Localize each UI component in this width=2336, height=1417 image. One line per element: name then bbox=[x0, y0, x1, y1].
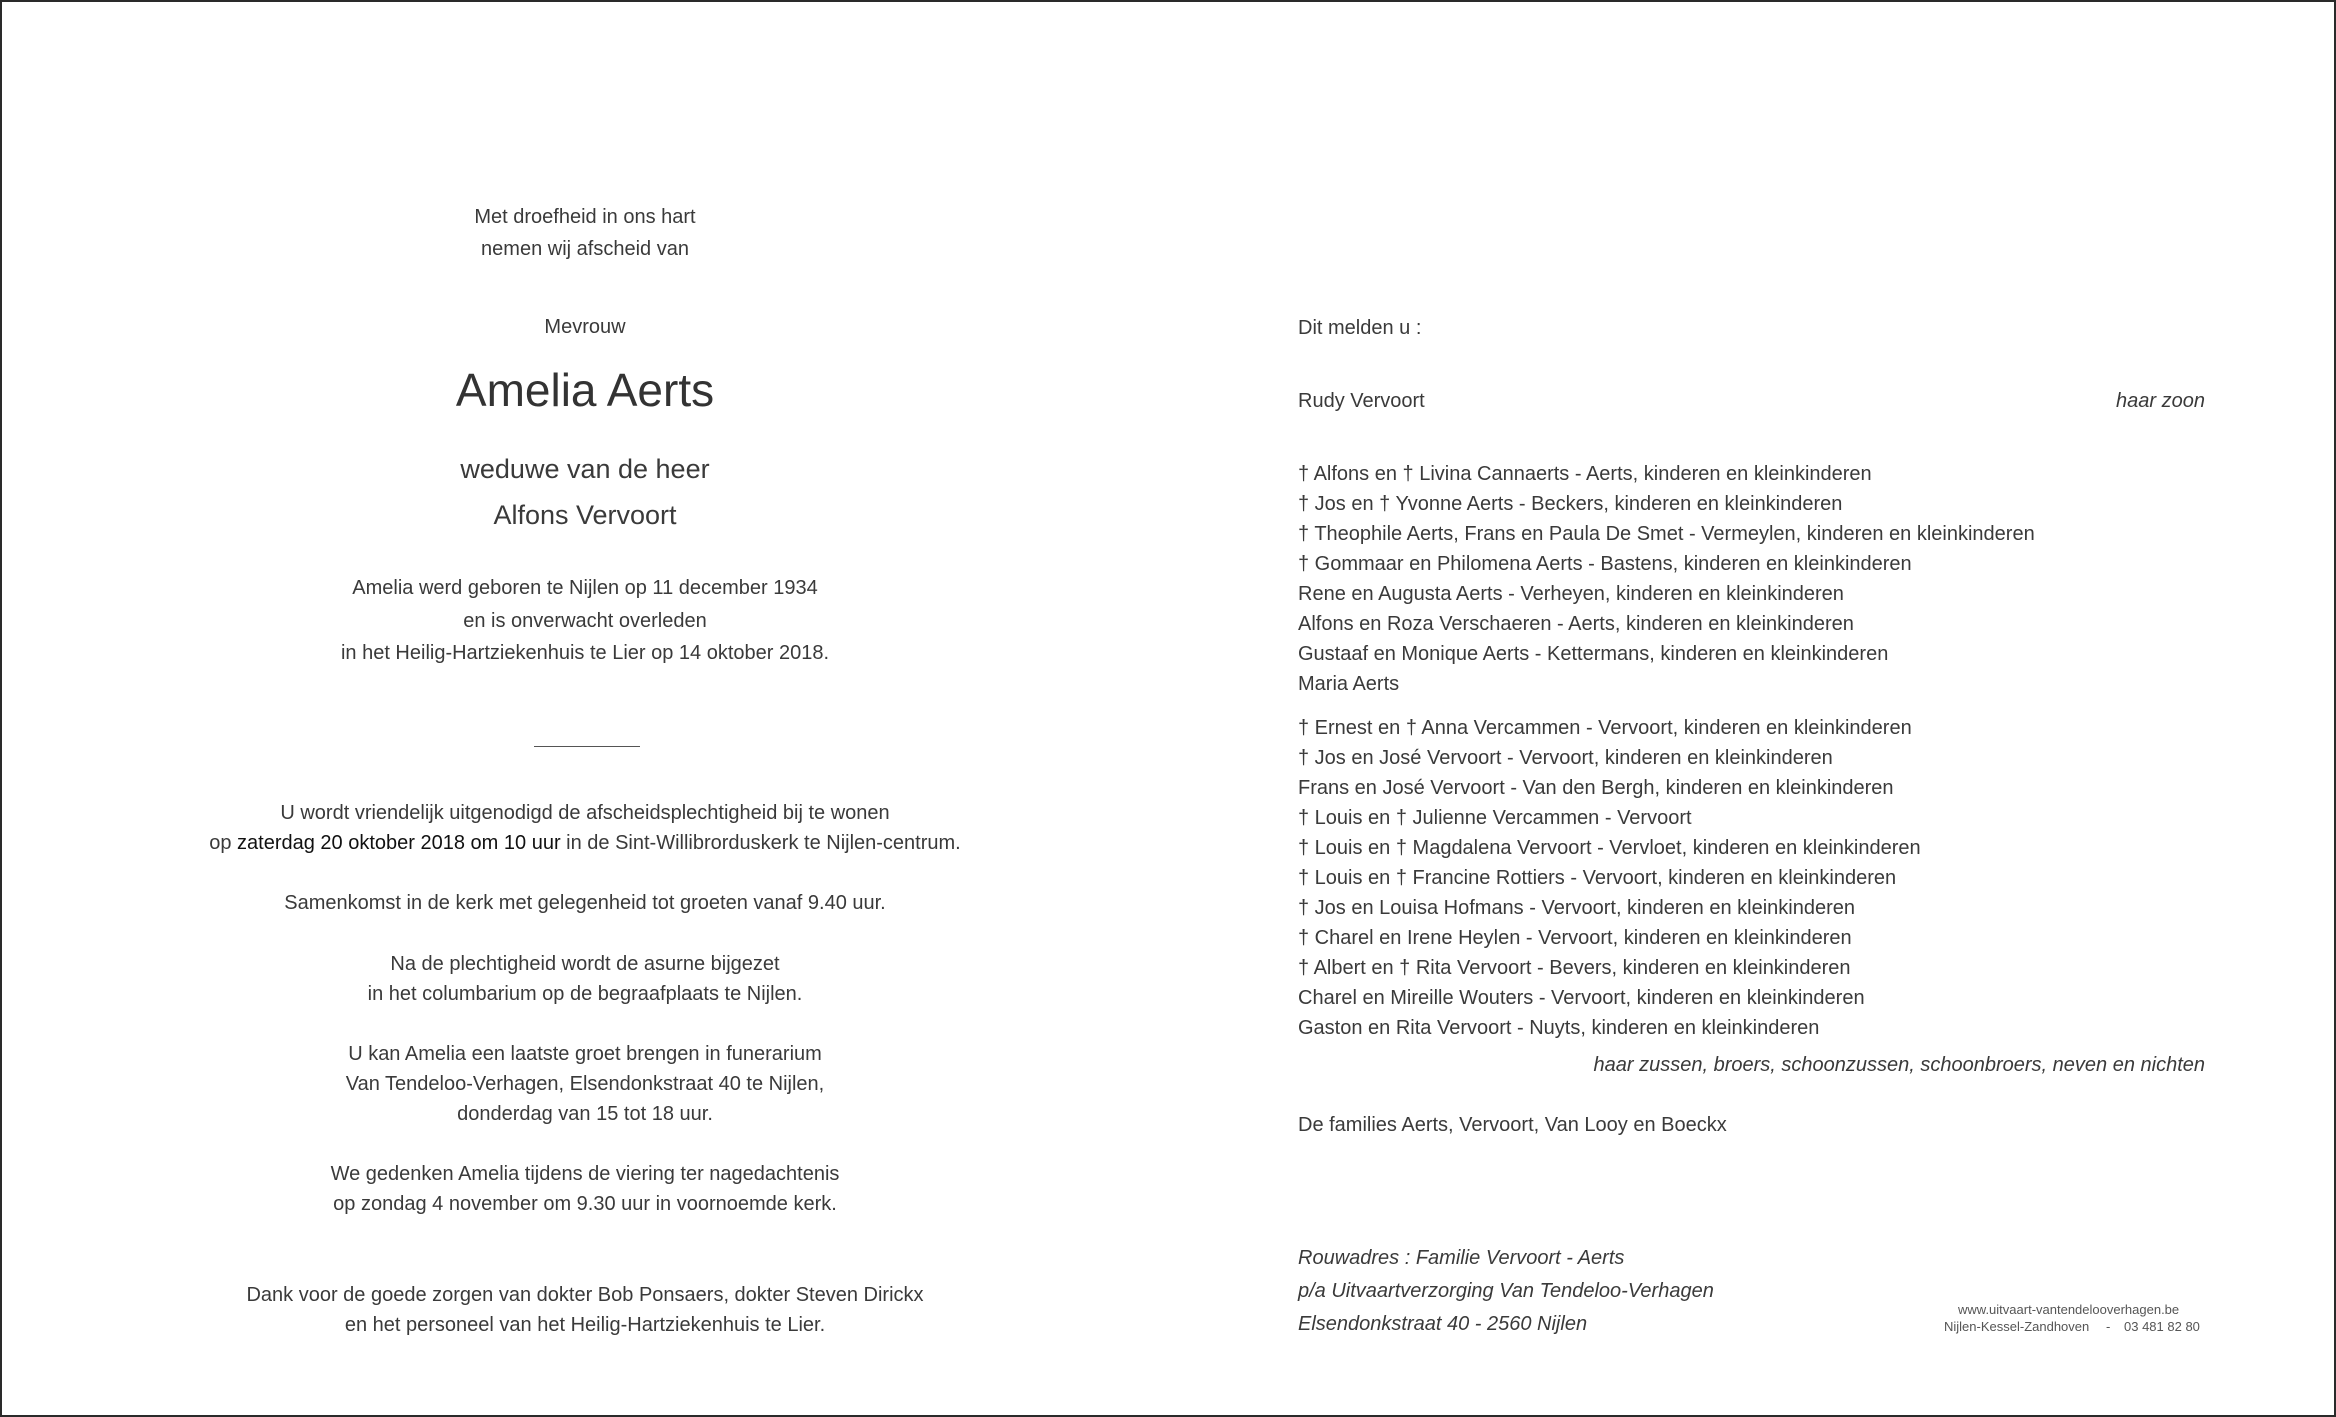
relative-line: Frans en José Vervoort - Van den Bergh, kinderen en kleinkinderen bbox=[1298, 777, 1894, 799]
relatives-role: haar zussen, broers, schoonzussen, schoonbroers, neven en nichten bbox=[1593, 1054, 2205, 1076]
memorial-line-2: op zondag 4 november om 9.30 uur in voornoemde kerk. bbox=[333, 1193, 837, 1215]
relative-line: † Louis en † Magdalena Vervoort - Vervloet, kinderen en kleinkinderen bbox=[1298, 837, 1921, 859]
spouse-line-1: weduwe van de heer bbox=[460, 454, 710, 484]
relative-line: † Louis en † Francine Rottiers - Vervoort, kinderen en kleinkinderen bbox=[1298, 867, 1897, 889]
address-line-1: Rouwadres : Familie Vervoort - Aerts bbox=[1298, 1247, 1625, 1269]
visit-line-2: Van Tendeloo-Verhagen, Elsendonkstraat 40 te Nijlen, bbox=[345, 1073, 825, 1095]
address-line-2: p/a Uitvaartverzorging Van Tendeloo-Verhagen bbox=[1298, 1280, 1714, 1302]
invitation-post: in de Sint-Willibrorduskerk te Nijlen-centrum. bbox=[560, 832, 961, 854]
invitation-pre: op bbox=[209, 832, 238, 854]
address-line-3: Elsendonkstraat 40 - 2560 Nijlen bbox=[1298, 1313, 1588, 1335]
relative-line: Charel en Mireille Wouters - Vervoort, kinderen en kleinkinderen bbox=[1298, 987, 1865, 1009]
visit-line-3: donderdag van 15 tot 18 uur. bbox=[457, 1103, 713, 1125]
relative-line: † Albert en † Rita Vervoort - Bevers, kinderen en kleinkinderen bbox=[1298, 957, 1851, 979]
relative-line: Gaston en Rita Vervoort - Nuyts, kinderen en kleinkinderen bbox=[1298, 1017, 1820, 1039]
deceased-title: Mevrouw bbox=[544, 316, 626, 338]
relative-line: Gustaaf en Monique Aerts - Kettermans, kinderen en kleinkinderen bbox=[1298, 643, 1889, 665]
footer-locations: Nijlen-Kessel-Zandhoven bbox=[1944, 1319, 2090, 1334]
invitation-line-1: U wordt vriendelijk uitgenodigd de afscheidsplechtigheid bij te wonen bbox=[280, 802, 890, 824]
relative-line: Maria Aerts bbox=[1298, 673, 1400, 695]
divider bbox=[534, 746, 640, 747]
relative-line: † Jos en † Yvonne Aerts - Beckers, kinderen en kleinkinderen bbox=[1298, 493, 1843, 515]
burial-line-1: Na de plechtigheid wordt de asurne bijgezet bbox=[390, 953, 780, 975]
relative-line: Rene en Augusta Aerts - Verheyen, kinderen en kleinkinderen bbox=[1298, 583, 1844, 605]
relative-line: † Ernest en † Anna Vercammen - Vervoort, kinderen en kleinkinderen bbox=[1298, 717, 1912, 739]
relative-line: † Jos en José Vervoort - Vervoort, kinderen en kleinkinderen bbox=[1298, 747, 1833, 769]
announce-line: Dit melden u : bbox=[1298, 317, 1422, 339]
son-name: Rudy Vervoort bbox=[1298, 390, 1425, 412]
footer-phone: 03 481 82 80 bbox=[2124, 1319, 2200, 1334]
gathering-line: Samenkomst in de kerk met gelegenheid tot groeten vanaf 9.40 uur. bbox=[284, 892, 886, 914]
relative-line: † Theophile Aerts, Frans en Paula De Smet - Vermeylen, kinderen en kleinkinderen bbox=[1298, 523, 2035, 545]
burial-line-2: in het columbarium op de begraafplaats te Nijlen. bbox=[367, 983, 803, 1005]
relative-line: † Louis en † Julienne Vercammen - Vervoort bbox=[1298, 807, 1692, 829]
relative-line: Alfons en Roza Verschaeren - Aerts, kinderen en kleinkinderen bbox=[1298, 613, 1854, 635]
birth-line-1: Amelia werd geboren te Nijlen op 11 december 1934 bbox=[352, 577, 818, 599]
deceased-name: Amelia Aerts bbox=[455, 364, 715, 416]
birth-line-2: en is onverwacht overleden bbox=[463, 610, 707, 632]
thanks-line-1: Dank voor de goede zorgen van dokter Bob Ponsaers, dokter Steven Dirickx bbox=[246, 1284, 924, 1306]
memorial-line-1: We gedenken Amelia tijdens de viering ter nagedachtenis bbox=[330, 1163, 840, 1185]
intro-line-1: Met droefheid in ons hart bbox=[474, 206, 696, 228]
spouse-line-2: Alfons Vervoort bbox=[493, 500, 677, 530]
ceremony-date: zaterdag 20 oktober 2018 om 10 uur bbox=[237, 832, 561, 854]
birth-line-3: in het Heilig-Hartziekenhuis te Lier op 14 oktober 2018. bbox=[340, 642, 830, 664]
relative-line: † Jos en Louisa Hofmans - Vervoort, kinderen en kleinkinderen bbox=[1298, 897, 1855, 919]
thanks-line-2: en het personeel van het Heilig-Hartziekenhuis te Lier. bbox=[344, 1314, 826, 1336]
invitation-line-2 bbox=[140, 828, 1030, 858]
families-line: De families Aerts, Vervoort, Van Looy en Boeckx bbox=[1298, 1114, 1727, 1136]
relative-line: † Charel en Irene Heylen - Vervoort, kinderen en kleinkinderen bbox=[1298, 927, 1852, 949]
relative-line: † Alfons en † Livina Cannaerts - Aerts, kinderen en kleinkinderen bbox=[1298, 463, 1872, 485]
son-role: haar zoon bbox=[2116, 390, 2205, 412]
relative-line: † Gommaar en Philomena Aerts - Bastens, kinderen en kleinkinderen bbox=[1298, 553, 1912, 575]
intro-line-2: nemen wij afscheid van bbox=[481, 238, 689, 260]
footer-website: www.uitvaart-vantendelooverhagen.be bbox=[1958, 1302, 2180, 1317]
visit-line-1: U kan Amelia een laatste groet brengen in funerarium bbox=[348, 1043, 822, 1065]
footer-separator: - bbox=[2106, 1319, 2111, 1334]
